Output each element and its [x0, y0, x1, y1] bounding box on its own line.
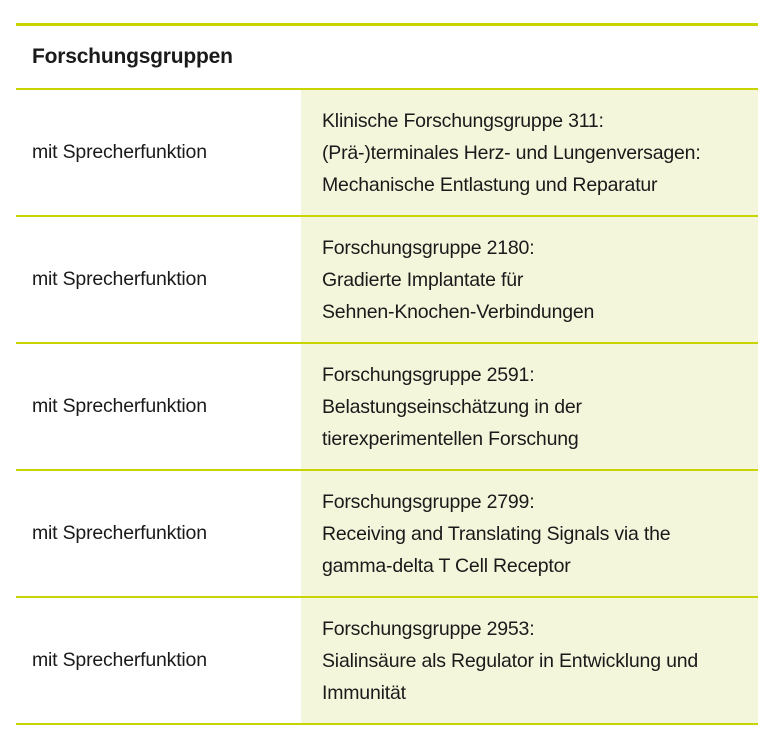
group-name: Forschungsgruppe 2799:	[322, 490, 535, 513]
group-cell	[301, 344, 758, 469]
group-title-line: Sialinsäure als Regulator in Entwicklung und	[322, 649, 699, 672]
group-cell	[301, 598, 758, 723]
group-title-line: Immunität	[322, 681, 406, 704]
group-title-line: Mechanische Entlastung und Reparatur	[322, 173, 658, 196]
role-cell: mit Sprecherfunktion	[32, 395, 207, 417]
group-title-line: gamma-delta T Cell Receptor	[322, 554, 571, 577]
table-row	[16, 217, 758, 344]
group-name: Klinische Forschungsgruppe 311:	[322, 109, 604, 132]
table-title: Forschungsgruppen	[32, 45, 233, 68]
group-name: Forschungsgruppe 2180:	[322, 236, 535, 259]
role-cell: mit Sprecherfunktion	[32, 649, 207, 671]
group-cell	[301, 90, 758, 215]
table-row	[16, 598, 758, 725]
role-cell: mit Sprecherfunktion	[32, 522, 207, 544]
table-row	[16, 344, 758, 471]
group-title-line: Gradierte Implantate für	[322, 268, 524, 291]
group-title-line: (Prä-)terminales Herz- und Lungenversagen:	[322, 141, 701, 164]
group-cell	[301, 217, 758, 342]
table-row	[16, 471, 758, 598]
role-cell: mit Sprecherfunktion	[32, 141, 207, 163]
group-title-line: Receiving and Translating Signals via the	[322, 522, 671, 545]
research-groups-table	[16, 23, 758, 725]
role-cell: mit Sprecherfunktion	[32, 268, 207, 290]
group-name: Forschungsgruppe 2953:	[322, 617, 535, 640]
group-name: Forschungsgruppe 2591:	[322, 363, 535, 386]
group-cell	[301, 471, 758, 596]
group-title-line: Belastungseinschätzung in der	[322, 395, 582, 418]
table-header	[16, 26, 758, 90]
group-title-line: Sehnen-Knochen-Verbindungen	[322, 300, 595, 323]
group-title-line: tierexperimentellen Forschung	[322, 427, 579, 450]
table-row	[16, 90, 758, 217]
